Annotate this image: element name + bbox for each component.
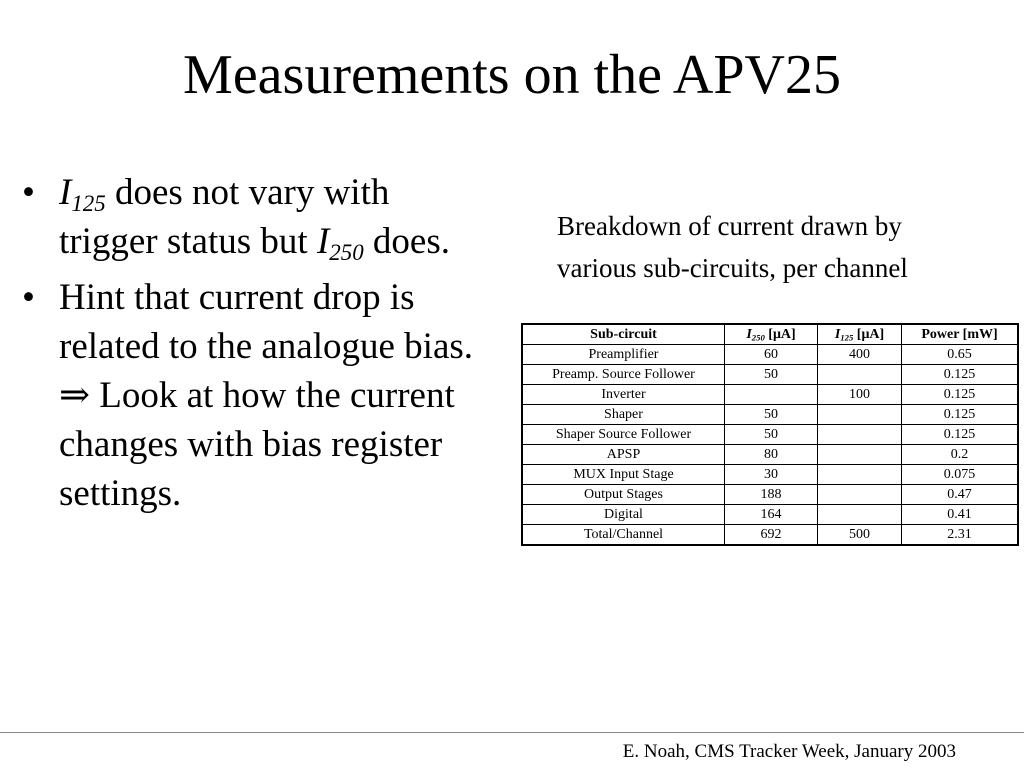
cell-subcircuit: Preamp. Source Follower [522, 365, 725, 385]
cell-power: 0.075 [902, 465, 1019, 485]
bullet-text: Hint that current drop is related to the analogue bias. [59, 277, 474, 367]
cell-subcircuit: Inverter [522, 385, 725, 405]
table-row [522, 425, 1018, 445]
header-i250 [725, 324, 818, 345]
bullet-list [22, 168, 482, 518]
header-subcircuit: Sub-circuit [522, 324, 725, 345]
caption-line: Breakdown of current drawn by [557, 211, 902, 241]
current-symbol: I [59, 172, 72, 213]
footer-credit: E. Noah, CMS Tracker Week, January 2003 [622, 741, 956, 762]
cell-power: 0.125 [902, 365, 1019, 385]
cell-i250: 50 [725, 365, 818, 385]
cell-i125: 100 [818, 385, 902, 405]
bullet-text: Look at how the current changes with bias register settings. [59, 375, 455, 514]
current-subscript: 250 [751, 332, 765, 343]
cell-i250 [725, 385, 818, 405]
current-symbol: I [834, 327, 841, 342]
bullet-dot: • [22, 172, 35, 213]
bullet-dot: • [22, 277, 35, 318]
cell-i125 [818, 465, 902, 485]
table-row [522, 365, 1018, 385]
table-row [522, 505, 1018, 525]
cell-i125: 500 [818, 525, 902, 546]
current-symbol: I [316, 221, 330, 262]
cell-power: 0.65 [902, 345, 1019, 365]
cell-i250: 164 [725, 505, 818, 525]
cell-subcircuit: Digital [522, 505, 725, 525]
bullet-text: does not vary with trigger status but [59, 172, 390, 262]
cell-power: 0.125 [902, 385, 1019, 405]
unit-label: [μA] [764, 327, 796, 342]
cell-subcircuit: Preamplifier [522, 345, 725, 365]
bullet-item [22, 168, 482, 266]
cell-i250: 60 [725, 345, 818, 365]
current-subscript: 125 [840, 332, 854, 343]
cell-subcircuit: MUX Input Stage [522, 465, 725, 485]
table-header-row [522, 324, 1018, 345]
cell-power: 2.31 [902, 525, 1019, 546]
slide-title: Measurements on the APV25 [183, 44, 841, 106]
cell-subcircuit: Output Stages [522, 485, 725, 505]
header-power: Power [mW] [902, 324, 1019, 345]
caption-line: various sub-circuits, per channel [557, 253, 908, 283]
bullet-text: does. [363, 221, 450, 262]
cell-i125 [818, 405, 902, 425]
table-row [522, 445, 1018, 465]
cell-subcircuit: Total/Channel [522, 525, 725, 546]
cell-power: 0.41 [902, 505, 1019, 525]
cell-subcircuit: Shaper Source Follower [522, 425, 725, 445]
header-i125 [818, 324, 902, 345]
cell-i250: 692 [725, 525, 818, 546]
cell-i125 [818, 365, 902, 385]
table-row [522, 405, 1018, 425]
cell-subcircuit: APSP [522, 445, 725, 465]
implies-arrow-icon: ⇒ [59, 375, 91, 416]
current-breakdown-table [521, 323, 1019, 546]
table-row [522, 385, 1018, 405]
cell-subcircuit: Shaper [522, 405, 725, 425]
current-subscript: 125 [71, 190, 106, 216]
table-caption [557, 205, 1017, 289]
bullet-item [22, 273, 482, 518]
current-subscript: 250 [329, 239, 364, 265]
cell-i125 [818, 505, 902, 525]
cell-i250: 50 [725, 405, 818, 425]
table-row [522, 525, 1018, 546]
table-row [522, 485, 1018, 505]
table-row [522, 345, 1018, 365]
unit-label: [μA] [853, 327, 885, 342]
cell-power: 0.2 [902, 445, 1019, 465]
cell-i125 [818, 425, 902, 445]
cell-i250: 30 [725, 465, 818, 485]
cell-i125 [818, 445, 902, 465]
cell-i125: 400 [818, 345, 902, 365]
cell-i250: 80 [725, 445, 818, 465]
cell-i250: 188 [725, 485, 818, 505]
cell-power: 0.125 [902, 405, 1019, 425]
table-row [522, 465, 1018, 485]
cell-i250: 50 [725, 425, 818, 445]
footer-divider [0, 732, 1024, 733]
cell-i125 [818, 485, 902, 505]
current-symbol: I [746, 327, 752, 342]
cell-power: 0.47 [902, 485, 1019, 505]
cell-power: 0.125 [902, 425, 1019, 445]
